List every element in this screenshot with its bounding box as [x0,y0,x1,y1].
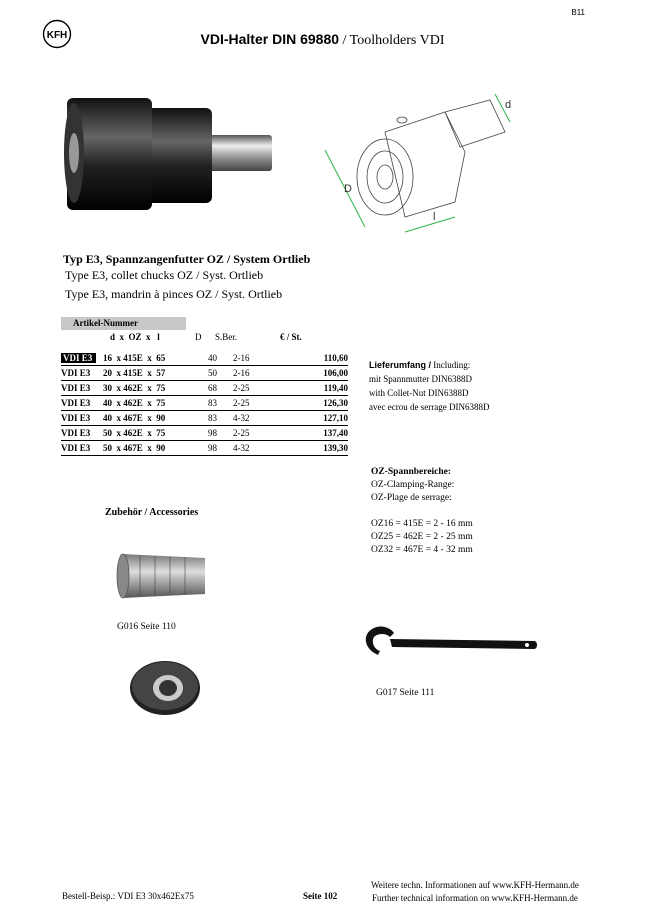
range-cell: 2-25 [233,396,298,411]
footer-info-de: Weitere techn. Informationen auf www.KFH-Hermann.de [371,880,579,890]
collet-nut-image [128,655,203,717]
range-cell: 2-16 [233,366,298,381]
article-cell: VDI E3 [61,366,103,381]
d-cell: 98 [208,426,233,441]
title-bold: VDI-Halter DIN 69880 [200,31,340,47]
page-title [0,31,645,49]
article-cell: VDI E3 [61,396,103,411]
label-D: D [344,183,352,195]
dims-cell: 30 x 462E x 75 [103,381,208,396]
table-row [61,411,348,426]
dims-cell: 50 x 462E x 75 [103,426,208,441]
price-cell: 110,60 [298,351,348,366]
title-rest: / Toolholders VDI [339,33,445,48]
scope-line: mit Spannmutter DIN6388D [369,374,472,384]
table-row [61,366,348,381]
price-cell: 137,40 [298,426,348,441]
label-d: d [505,99,512,111]
collet-image [115,550,210,602]
col-dims-header: d x OZ x l [110,332,160,342]
table-row [61,381,348,396]
d-cell: 83 [208,411,233,426]
ranges-fr: OZ-Plage de serrage: [371,493,452,503]
article-cell: VDI E3 [61,381,103,396]
page-code: B11 [571,8,585,17]
range-line: OZ25 = 462E = 2 - 25 mm [371,532,473,542]
range-cell: 2-25 [233,381,298,396]
d-cell: 98 [208,441,233,456]
dims-cell: 50 x 467E x 90 [103,441,208,456]
article-number-header: Artikel-Nummer [61,317,186,330]
table-row [61,426,348,441]
product-subtitle-fr: Type E3, mandrin à pinces OZ / Syst. Ortlieb [65,287,283,301]
technical-drawing [315,92,530,242]
range-cell: 4-32 [233,411,298,426]
ranges-en: OZ-Clamping-Range: [371,480,455,490]
label-l: l [433,211,436,223]
product-subtitle-en: Type E3, collet chucks OZ / Syst. Ortlieb [65,268,264,282]
page-number: Seite 102 [303,891,338,901]
wrench-caption: G017 Seite 111 [376,688,435,698]
d-cell: 83 [208,396,233,411]
footer-info-en: Further technical information on www.KFH-Hermann.de [372,893,578,903]
price-cell: 119,40 [298,381,348,396]
price-cell: 126,30 [298,396,348,411]
dims-cell: 20 x 415E x 57 [103,366,208,381]
scope-line: avec ecrou de serrage DIN6388D [369,402,490,412]
hook-wrench-image [362,625,540,660]
dims-cell: 16 x 415E x 65 [103,351,208,366]
scope-label-bold: Lieferumfang / [369,360,432,370]
logo-letters: KFH [46,30,68,41]
range-cell: 2-16 [233,351,298,366]
range-cell: 4-32 [233,441,298,456]
col-range-header: S.Ber. [215,332,238,342]
price-cell: 139,30 [298,441,348,456]
scope-of-delivery [369,358,489,414]
toolholder-photo [62,93,277,211]
table-row [61,396,348,411]
col-price-header: € / St. [280,332,302,342]
article-cell: VDI E3 [61,426,103,441]
price-cell: 106,00 [298,366,348,381]
table-row [61,351,348,366]
d-cell: 68 [208,381,233,396]
range-line: OZ16 = 415E = 2 - 16 mm [371,519,473,529]
dims-cell: 40 x 462E x 75 [103,396,208,411]
range-line: OZ32 = 467E = 4 - 32 mm [371,545,473,555]
range-cell: 2-25 [233,426,298,441]
ranges-title: OZ-Spannbereiche: [371,467,452,477]
footer-info [371,879,579,905]
order-example: Bestell-Beisp.: VDI E3 30x462Ex75 [62,891,194,901]
article-cell: VDI E3 [61,353,96,363]
article-table [61,351,348,456]
scope-label-rest: Including: [431,360,471,370]
clamping-ranges [371,466,473,557]
collet-caption: G016 Seite 110 [117,622,176,632]
accessories-title: Zubehör / Accessories [105,507,199,518]
d-cell: 50 [208,366,233,381]
table-row [61,441,348,456]
article-cell: VDI E3 [61,411,103,426]
price-cell: 127,10 [298,411,348,426]
col-D-header: D [195,332,202,342]
product-headline: Typ E3, Spannzangenfutter OZ / System Ortlieb [63,252,311,266]
scope-line: with Collet-Nut DIN6388D [369,388,469,398]
d-cell: 40 [208,351,233,366]
article-cell: VDI E3 [61,441,103,456]
dims-cell: 40 x 467E x 90 [103,411,208,426]
